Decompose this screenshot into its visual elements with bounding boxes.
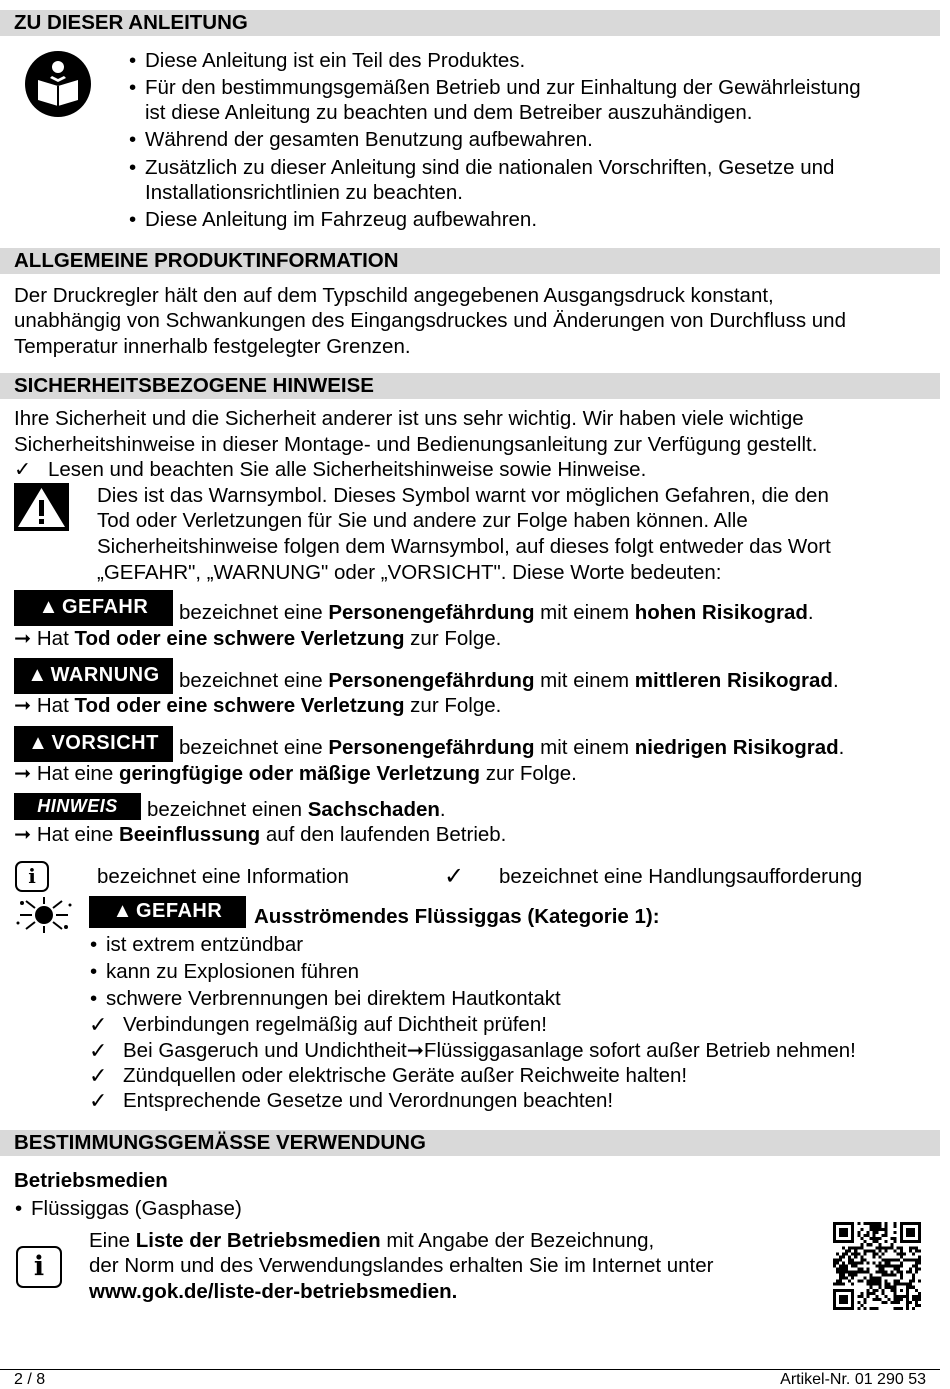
arrow-right-icon: ➞ bbox=[14, 627, 37, 650]
bullet-item-cont: ist diese Anleitung zu beachten und dem Betreiber auszuhändigen. bbox=[145, 101, 753, 124]
section-header-sicherheit: SICHERHEITSBEZOGENE HINWEISE bbox=[0, 373, 940, 399]
vorsicht-badge: ▲ VORSICHT bbox=[14, 726, 173, 762]
bullet-item: • Während der gesamten Benutzung aufbewahren. bbox=[145, 127, 593, 153]
footer-rule bbox=[0, 1369, 940, 1370]
warning-triangle-icon: ▲ bbox=[112, 900, 133, 923]
warnung-badge: ▲ WARNUNG bbox=[14, 658, 173, 694]
info-legend-text: bezeichnet eine Information bbox=[97, 865, 349, 888]
paragraph-line: Dies ist das Warnsymbol. Dieses Symbol warnt vor möglichen Gefahren, die den bbox=[97, 484, 829, 507]
check-item: Entsprechende Gesetze und Verordnungen beachten! bbox=[123, 1089, 614, 1112]
paragraph-line: Sicherheitshinweise folgen dem Warnsymbol, auf dieses folgt entweder das Wort bbox=[97, 535, 831, 558]
section-header-verwendung: BESTIMMUNGSGEMÄSSE VERWENDUNG bbox=[0, 1130, 940, 1156]
read-manual-icon bbox=[24, 50, 92, 118]
bullet-item: • ist extrem entzündbar bbox=[106, 932, 303, 958]
section-header-anleitung: ZU DIESER ANLEITUNG bbox=[0, 10, 940, 36]
info-icon: i bbox=[15, 861, 49, 892]
action-legend-text: bezeichnet eine Handlungsaufforderung bbox=[499, 865, 863, 888]
checkmark-icon: ✓ bbox=[89, 1063, 108, 1088]
arrow-right-icon: ➞ bbox=[14, 762, 37, 785]
bullet-item: • schwere Verbrennungen bei direktem Hautkontakt bbox=[106, 986, 561, 1012]
paragraph-line: unabhängig von Schwankungen des Eingangsdruckes und Änderungen von Durchfluss und bbox=[14, 309, 846, 332]
section-header-produktinformation: ALLGEMEINE PRODUKTINFORMATION bbox=[0, 248, 940, 274]
paragraph-line: Der Druckregler hält den auf dem Typschild angegebenen Ausgangsdruck konstant, bbox=[14, 284, 774, 307]
checkmark-icon: ✓ bbox=[444, 863, 465, 890]
arrow-right-icon: ➞ bbox=[14, 823, 37, 846]
gefahr-badge: ▲ GEFAHR bbox=[14, 590, 173, 626]
bullet-item: • Diese Anleitung ist ein Teil des Produktes. bbox=[145, 48, 525, 74]
explosion-icon bbox=[14, 895, 74, 935]
article-number: Artikel-Nr. 01 290 53 bbox=[780, 1371, 926, 1388]
info-icon: i bbox=[16, 1246, 62, 1288]
bullet-item-cont: Installationsrichtlinien zu beachten. bbox=[145, 181, 463, 204]
bullet-item: • Diese Anleitung im Fahrzeug aufbewahren. bbox=[145, 207, 537, 233]
bullet-item: • Flüssiggas (Gasphase) bbox=[31, 1196, 242, 1222]
checkmark-icon: ✓ bbox=[14, 458, 32, 481]
warning-triangle-icon: ▲ bbox=[38, 596, 59, 619]
check-item: Zündquellen oder elektrische Geräte außer Reichweite halten! bbox=[123, 1064, 688, 1087]
consequence-line: ➞ Hat eine Beeinflussung auf den laufenden Betrieb. bbox=[14, 823, 507, 846]
signal-word-line: bezeichnet eine Personengefährdung mit einem hohen Risikograd. bbox=[179, 601, 814, 624]
warning-triangle-icon: ▲ bbox=[27, 664, 48, 687]
paragraph-line: „GEFAHR", „WARNUNG" oder „VORSICHT". Diese Worte bedeuten: bbox=[97, 561, 722, 584]
check-item: Verbindungen regelmäßig auf Dichtheit prüfen! bbox=[123, 1013, 547, 1036]
hazard-title: Ausströmendes Flüssiggas (Kategorie 1): bbox=[254, 905, 660, 928]
hinweis-badge: HINWEIS bbox=[14, 793, 141, 820]
bullet-item: • Für den bestimmungsgemäßen Betrieb und zur Einhaltung der Gewährleistung bbox=[145, 75, 861, 101]
signal-word-line: bezeichnet eine Personengefährdung mit einem niedrigen Risikograd. bbox=[179, 736, 845, 759]
check-item: Lesen und beachten Sie alle Sicherheitshinweise sowie Hinweise. bbox=[48, 458, 647, 481]
signal-word-line: bezeichnet einen Sachschaden. bbox=[147, 798, 446, 821]
arrow-right-icon: ➞ bbox=[14, 694, 37, 717]
paragraph-line: Tod oder Verletzungen für Sie und andere zur Folge haben können. Alle bbox=[97, 509, 748, 532]
bullet-item: • kann zu Explosionen führen bbox=[106, 959, 359, 985]
warning-triangle-icon: ▲ bbox=[28, 732, 49, 755]
page-number: 2 / 8 bbox=[14, 1371, 46, 1388]
gefahr-badge: ▲ GEFAHR bbox=[89, 896, 246, 928]
paragraph-line: Sicherheitshinweise in dieser Montage- und Bedienungsanleitung zur Verfügung gestellt. bbox=[14, 433, 818, 456]
consequence-line: ➞ Hat eine geringfügige oder mäßige Verletzung zur Folge. bbox=[14, 762, 577, 785]
info-line: der Norm und des Verwendungslandes erhalten Sie im Internet unter bbox=[89, 1254, 714, 1277]
check-item: Bei Gasgeruch und Undichtheit➞Flüssiggasanlage sofort außer Betrieb nehmen! bbox=[123, 1039, 856, 1062]
paragraph-line: Temperatur innerhalb festgelegter Grenzen. bbox=[14, 335, 411, 358]
warning-triangle-icon bbox=[14, 483, 69, 531]
subheading: Betriebsmedien bbox=[14, 1169, 168, 1192]
consequence-line: ➞ Hat Tod oder eine schwere Verletzung zur Folge. bbox=[14, 694, 502, 717]
checkmark-icon: ✓ bbox=[89, 1088, 108, 1113]
bullet-item: • Zusätzlich zu dieser Anleitung sind die nationalen Vorschriften, Gesetze und bbox=[145, 155, 834, 181]
consequence-line: ➞ Hat Tod oder eine schwere Verletzung zur Folge. bbox=[14, 627, 502, 650]
signal-word-line: bezeichnet eine Personengefährdung mit einem mittleren Risikograd. bbox=[179, 669, 839, 692]
info-url[interactable]: www.gok.de/liste-der-betriebsmedien. bbox=[89, 1280, 458, 1303]
checkmark-icon: ✓ bbox=[89, 1038, 108, 1063]
checkmark-icon: ✓ bbox=[89, 1012, 108, 1037]
paragraph-line: Ihre Sicherheit und die Sicherheit anderer ist uns sehr wichtig. Wir haben viele wichtige bbox=[14, 407, 804, 430]
info-line: Eine Liste der Betriebsmedien mit Angabe der Bezeichnung, bbox=[89, 1229, 655, 1252]
qr-code-icon bbox=[833, 1222, 921, 1310]
